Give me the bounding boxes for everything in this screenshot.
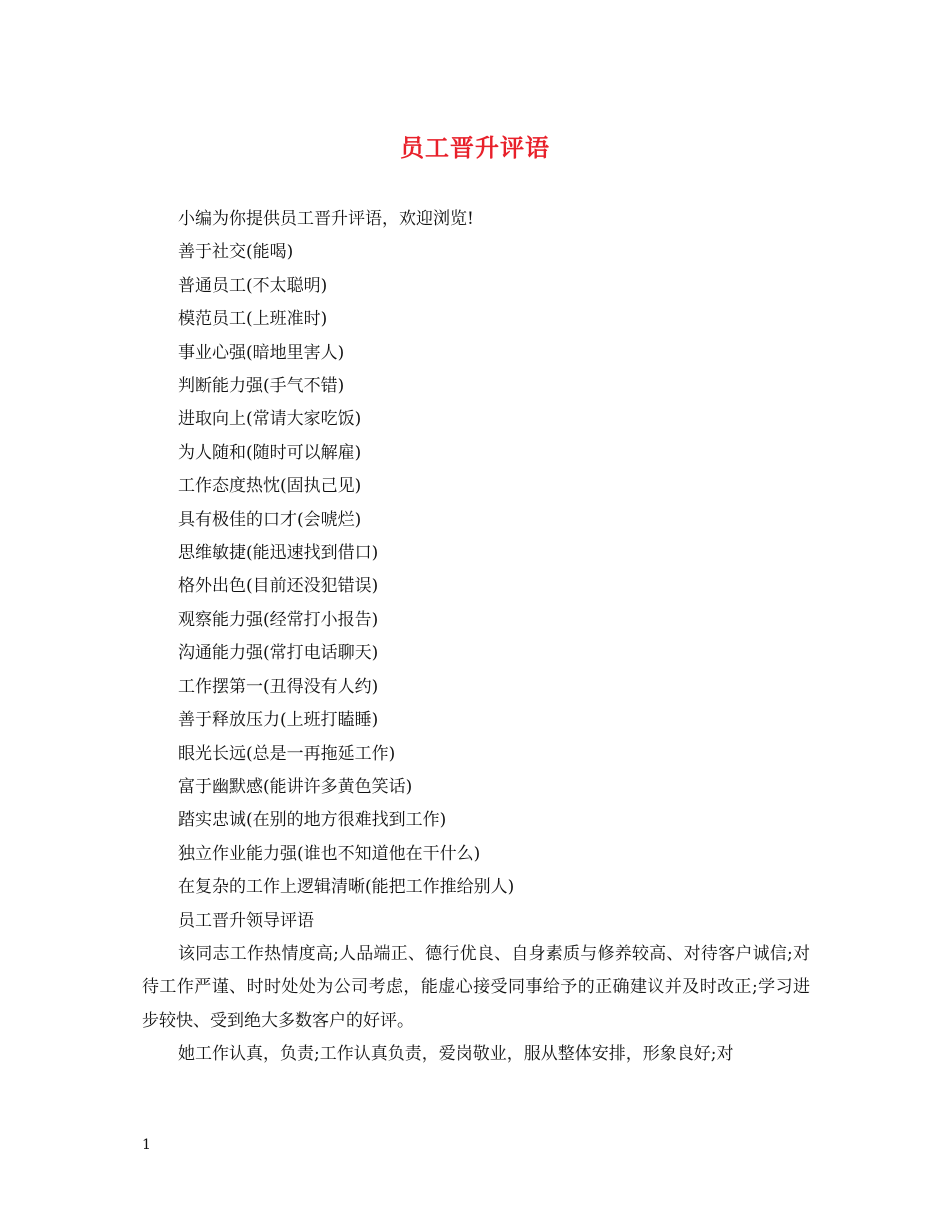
list-item: 沟通能力强(常打电话聊天) — [178, 643, 379, 664]
list-item: 格外出色(目前还没犯错误) — [178, 576, 379, 597]
list-item: 具有极佳的口才(会唬烂) — [178, 509, 362, 530]
list-item: 眼光长远(总是一再拖延工作) — [178, 743, 396, 764]
list-item: 善于释放压力(上班打瞌睡) — [178, 710, 379, 731]
list-item: 思维敏捷(能迅速找到借口) — [178, 543, 379, 564]
list-item: 事业心强(暗地里害人) — [178, 342, 345, 363]
list-item: 工作态度热忱(固执己见) — [178, 476, 362, 497]
page-number: 1 — [142, 1137, 151, 1153]
section-heading: 员工晋升领导评语 — [178, 910, 314, 931]
list-item: 独立作业能力强(谁也不知道他在干什么) — [178, 843, 481, 864]
list-item: 工作摆第一(丑得没有人约) — [178, 676, 379, 697]
paragraph: 该同志工作热情度高;人品端正、德行优良、自身素质与修养较高、对待客户诚信;对待工作严谨、时时处处为公司考虑，能虚心接受同事给予的正确建议并及时改正;学习进步较快、受到绝大多数客户的好评。 — [142, 943, 810, 1031]
paragraph: 她工作认真，负责;工作认真负责，爱岗敬业，服从整体安排，形象良好;对 — [178, 1044, 734, 1065]
list-item: 小编为你提供员工晋升评语，欢迎浏览! — [178, 209, 474, 229]
list-item: 模范员工(上班准时) — [178, 309, 328, 330]
list-item: 富于幽默感(能讲许多黄色笑话) — [178, 776, 413, 797]
list-item: 在复杂的工作上逻辑清晰(能把工作推给别人) — [178, 877, 515, 898]
list-item: 为人随和(随时可以解雇) — [178, 442, 362, 463]
list-item: 踏实忠诚(在别的地方很难找到工作) — [178, 810, 447, 831]
list-item: 普通员工(不太聪明) — [178, 275, 328, 296]
document-title: 员工晋升评语 — [400, 133, 550, 162]
list-item: 善于社交(能喝) — [178, 242, 294, 263]
document-body — [142, 203, 810, 1072]
list-item: 进取向上(常请大家吃饭) — [178, 409, 362, 430]
list-item: 观察能力强(经常打小报告) — [178, 609, 379, 630]
list-item: 判断能力强(手气不错) — [178, 376, 345, 397]
